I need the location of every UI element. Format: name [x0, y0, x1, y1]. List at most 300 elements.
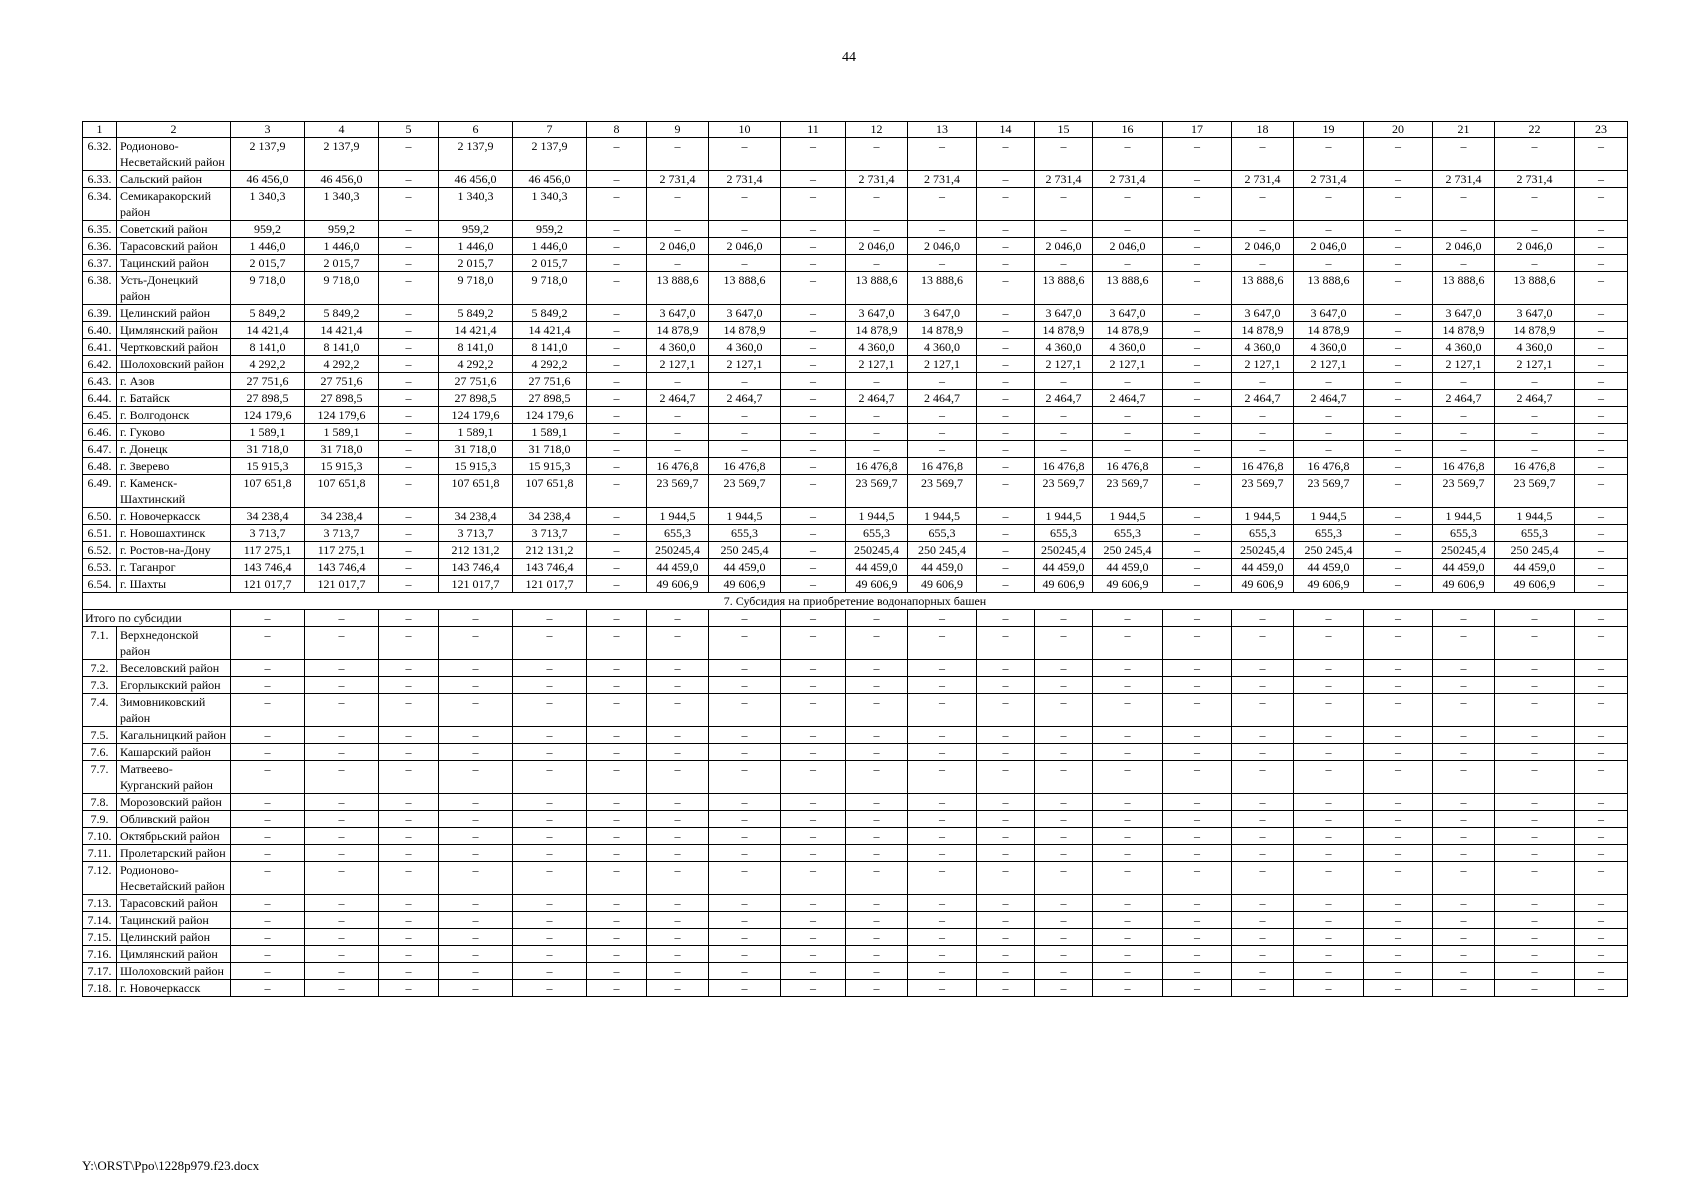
- section-total-label: Итого по субсидии: [83, 610, 231, 627]
- row-name-cell: Родионово-Несветайский район: [117, 862, 231, 895]
- value-cell: –: [977, 895, 1035, 912]
- value-cell: –: [1232, 727, 1294, 744]
- value-cell: 23 569,7: [908, 475, 977, 508]
- value-cell: –: [1232, 929, 1294, 946]
- value-cell: –: [379, 694, 439, 727]
- value-cell: –: [647, 811, 709, 828]
- value-cell: –: [1364, 188, 1433, 221]
- value-cell: –: [379, 238, 439, 255]
- value-cell: –: [587, 390, 647, 407]
- value-cell: 9 718,0: [305, 272, 379, 305]
- value-cell: –: [513, 660, 587, 677]
- value-cell: –: [1163, 322, 1232, 339]
- table-row: [83, 980, 1628, 997]
- value-cell: –: [1232, 744, 1294, 761]
- value-cell: –: [231, 963, 305, 980]
- value-cell: –: [439, 946, 513, 963]
- value-cell: 1 340,3: [231, 188, 305, 221]
- value-cell: –: [513, 761, 587, 794]
- value-cell: 16 476,8: [1093, 458, 1163, 475]
- value-cell: 107 651,8: [513, 475, 587, 508]
- value-cell: –: [977, 356, 1035, 373]
- value-cell: 124 179,6: [231, 407, 305, 424]
- table-row: [83, 576, 1628, 593]
- row-name-cell: Советский район: [117, 221, 231, 238]
- value-cell: 2 464,7: [709, 390, 781, 407]
- value-cell: –: [513, 627, 587, 660]
- value-cell: –: [1163, 794, 1232, 811]
- value-cell: –: [439, 694, 513, 727]
- value-cell: –: [1364, 727, 1433, 744]
- value-cell: –: [587, 727, 647, 744]
- value-cell: 250245,4: [1232, 542, 1294, 559]
- row-name-cell: Тацинский район: [117, 912, 231, 929]
- value-cell: –: [1433, 694, 1495, 727]
- value-cell: –: [1163, 761, 1232, 794]
- value-cell: 23 569,7: [709, 475, 781, 508]
- value-cell: –: [1433, 811, 1495, 828]
- value-cell: –: [846, 761, 908, 794]
- column-number-cell: 17: [1163, 122, 1232, 138]
- value-cell: –: [1575, 828, 1628, 845]
- table-row: [83, 508, 1628, 525]
- value-cell: –: [439, 660, 513, 677]
- value-cell: –: [1433, 946, 1495, 963]
- value-cell: –: [379, 794, 439, 811]
- value-cell: –: [1364, 508, 1433, 525]
- row-name-cell: Семикаракорский район: [117, 188, 231, 221]
- value-cell: –: [513, 828, 587, 845]
- row-index-cell: 7.10.: [83, 828, 117, 845]
- value-cell: 14 878,9: [1232, 322, 1294, 339]
- value-cell: 44 459,0: [1495, 559, 1575, 576]
- value-cell: –: [977, 660, 1035, 677]
- value-cell: –: [1035, 980, 1093, 997]
- value-cell: –: [781, 980, 846, 997]
- value-cell: –: [1294, 610, 1364, 627]
- value-cell: –: [1163, 610, 1232, 627]
- value-cell: –: [587, 559, 647, 576]
- value-cell: –: [379, 441, 439, 458]
- table-row: [83, 542, 1628, 559]
- row-index-cell: 6.51.: [83, 525, 117, 542]
- row-name-cell: г. Новочеркасск: [117, 508, 231, 525]
- value-cell: 2 464,7: [1294, 390, 1364, 407]
- value-cell: –: [1575, 138, 1628, 171]
- column-number-cell: 7: [513, 122, 587, 138]
- value-cell: 13 888,6: [1294, 272, 1364, 305]
- value-cell: 2 731,4: [1232, 171, 1294, 188]
- value-cell: 655,3: [1433, 525, 1495, 542]
- value-cell: –: [1093, 694, 1163, 727]
- value-cell: –: [1232, 895, 1294, 912]
- value-cell: –: [709, 794, 781, 811]
- table-row: [83, 390, 1628, 407]
- value-cell: –: [1364, 238, 1433, 255]
- value-cell: 3 647,0: [1035, 305, 1093, 322]
- value-cell: 2 731,4: [846, 171, 908, 188]
- value-cell: –: [977, 339, 1035, 356]
- value-cell: 2 046,0: [1093, 238, 1163, 255]
- value-cell: –: [231, 929, 305, 946]
- value-cell: –: [1232, 845, 1294, 862]
- value-cell: –: [1575, 727, 1628, 744]
- value-cell: –: [709, 946, 781, 963]
- row-index-cell: 7.9.: [83, 811, 117, 828]
- value-cell: –: [977, 946, 1035, 963]
- row-name-cell: Обливский район: [117, 811, 231, 828]
- value-cell: –: [1575, 929, 1628, 946]
- value-cell: –: [977, 610, 1035, 627]
- value-cell: –: [1495, 744, 1575, 761]
- value-cell: –: [647, 610, 709, 627]
- value-cell: 1 340,3: [513, 188, 587, 221]
- value-cell: 31 718,0: [439, 441, 513, 458]
- value-cell: –: [1294, 811, 1364, 828]
- value-cell: 16 476,8: [1294, 458, 1364, 475]
- value-cell: –: [587, 424, 647, 441]
- value-cell: –: [1093, 255, 1163, 272]
- value-cell: –: [781, 727, 846, 744]
- value-cell: –: [1433, 727, 1495, 744]
- value-cell: –: [846, 188, 908, 221]
- value-cell: –: [231, 727, 305, 744]
- value-cell: 14 878,9: [1294, 322, 1364, 339]
- value-cell: –: [1035, 660, 1093, 677]
- value-cell: –: [846, 660, 908, 677]
- value-cell: –: [1163, 963, 1232, 980]
- value-cell: 9 718,0: [231, 272, 305, 305]
- value-cell: 16 476,8: [846, 458, 908, 475]
- value-cell: –: [1575, 171, 1628, 188]
- value-cell: 959,2: [305, 221, 379, 238]
- value-cell: –: [439, 980, 513, 997]
- value-cell: –: [781, 441, 846, 458]
- value-cell: –: [1035, 188, 1093, 221]
- value-cell: –: [439, 727, 513, 744]
- value-cell: –: [781, 794, 846, 811]
- value-cell: –: [1294, 963, 1364, 980]
- value-cell: –: [305, 660, 379, 677]
- value-cell: –: [305, 694, 379, 727]
- value-cell: –: [908, 912, 977, 929]
- row-name-cell: г. Азов: [117, 373, 231, 390]
- row-index-cell: 7.6.: [83, 744, 117, 761]
- value-cell: 250245,4: [647, 542, 709, 559]
- value-cell: –: [846, 138, 908, 171]
- value-cell: –: [1294, 373, 1364, 390]
- row-index-cell: 7.2.: [83, 660, 117, 677]
- value-cell: –: [1163, 912, 1232, 929]
- row-index-cell: 6.43.: [83, 373, 117, 390]
- value-cell: –: [587, 171, 647, 188]
- value-cell: –: [439, 677, 513, 694]
- value-cell: –: [709, 188, 781, 221]
- value-cell: 4 360,0: [846, 339, 908, 356]
- value-cell: –: [1364, 744, 1433, 761]
- value-cell: –: [305, 727, 379, 744]
- value-cell: –: [1093, 188, 1163, 221]
- value-cell: –: [709, 677, 781, 694]
- value-cell: 655,3: [908, 525, 977, 542]
- value-cell: –: [709, 862, 781, 895]
- value-cell: –: [781, 895, 846, 912]
- value-cell: –: [1495, 660, 1575, 677]
- value-cell: 27 898,5: [305, 390, 379, 407]
- value-cell: –: [977, 305, 1035, 322]
- value-cell: –: [1364, 576, 1433, 593]
- value-cell: 5 849,2: [439, 305, 513, 322]
- value-cell: –: [379, 980, 439, 997]
- value-cell: 124 179,6: [513, 407, 587, 424]
- value-cell: –: [908, 255, 977, 272]
- value-cell: –: [1433, 424, 1495, 441]
- value-cell: –: [1294, 138, 1364, 171]
- table-row: [83, 171, 1628, 188]
- value-cell: 2 464,7: [1495, 390, 1575, 407]
- value-cell: 2 731,4: [709, 171, 781, 188]
- value-cell: 16 476,8: [1433, 458, 1495, 475]
- value-cell: –: [379, 677, 439, 694]
- value-cell: –: [1035, 627, 1093, 660]
- value-cell: –: [513, 963, 587, 980]
- value-cell: –: [908, 963, 977, 980]
- value-cell: –: [439, 862, 513, 895]
- value-cell: –: [908, 424, 977, 441]
- value-cell: –: [1232, 963, 1294, 980]
- row-index-cell: 7.15.: [83, 929, 117, 946]
- value-cell: –: [1364, 963, 1433, 980]
- row-index-cell: 7.4.: [83, 694, 117, 727]
- value-cell: –: [1232, 610, 1294, 627]
- value-cell: 1 340,3: [439, 188, 513, 221]
- value-cell: 2 137,9: [439, 138, 513, 171]
- value-cell: –: [587, 610, 647, 627]
- table-row: [83, 221, 1628, 238]
- value-cell: –: [513, 980, 587, 997]
- value-cell: –: [231, 660, 305, 677]
- row-index-cell: 7.16.: [83, 946, 117, 963]
- value-cell: –: [1575, 694, 1628, 727]
- value-cell: 1 944,5: [1232, 508, 1294, 525]
- value-cell: –: [1232, 811, 1294, 828]
- value-cell: –: [1232, 407, 1294, 424]
- value-cell: –: [439, 610, 513, 627]
- column-number-cell: 2: [117, 122, 231, 138]
- value-cell: –: [1495, 980, 1575, 997]
- value-cell: 250245,4: [846, 542, 908, 559]
- value-cell: –: [379, 356, 439, 373]
- value-cell: 2 137,9: [513, 138, 587, 171]
- value-cell: –: [977, 508, 1035, 525]
- value-cell: –: [1232, 980, 1294, 997]
- value-cell: 27 751,6: [513, 373, 587, 390]
- value-cell: 14 421,4: [513, 322, 587, 339]
- value-cell: –: [1163, 811, 1232, 828]
- value-cell: 8 141,0: [305, 339, 379, 356]
- table-row: [83, 845, 1628, 862]
- value-cell: –: [781, 138, 846, 171]
- value-cell: 14 878,9: [647, 322, 709, 339]
- row-index-cell: 6.48.: [83, 458, 117, 475]
- value-cell: –: [1093, 828, 1163, 845]
- value-cell: 4 360,0: [647, 339, 709, 356]
- value-cell: –: [587, 929, 647, 946]
- value-cell: –: [1232, 373, 1294, 390]
- value-cell: –: [1163, 373, 1232, 390]
- value-cell: –: [1163, 272, 1232, 305]
- value-cell: 13 888,6: [1433, 272, 1495, 305]
- value-cell: –: [1163, 221, 1232, 238]
- value-cell: 4 360,0: [908, 339, 977, 356]
- value-cell: –: [1495, 895, 1575, 912]
- value-cell: 121 017,7: [305, 576, 379, 593]
- value-cell: –: [1495, 811, 1575, 828]
- value-cell: –: [977, 559, 1035, 576]
- value-cell: 2 731,4: [1294, 171, 1364, 188]
- file-path-footer: Y:\ORST\Ppo\1228p979.f23.docx: [82, 1158, 260, 1173]
- row-index-cell: 6.45.: [83, 407, 117, 424]
- value-cell: –: [1433, 627, 1495, 660]
- value-cell: –: [1163, 542, 1232, 559]
- value-cell: –: [1575, 221, 1628, 238]
- value-cell: –: [1575, 610, 1628, 627]
- value-cell: –: [1035, 929, 1093, 946]
- row-name-cell: г. Новочеркасск: [117, 980, 231, 997]
- value-cell: –: [846, 794, 908, 811]
- column-number-cell: 10: [709, 122, 781, 138]
- value-cell: –: [1093, 441, 1163, 458]
- value-cell: –: [647, 963, 709, 980]
- value-cell: 34 238,4: [231, 508, 305, 525]
- value-cell: –: [709, 138, 781, 171]
- value-cell: –: [977, 828, 1035, 845]
- value-cell: –: [647, 862, 709, 895]
- value-cell: 44 459,0: [1093, 559, 1163, 576]
- value-cell: –: [439, 963, 513, 980]
- value-cell: 49 606,9: [1093, 576, 1163, 593]
- value-cell: –: [587, 458, 647, 475]
- value-cell: –: [977, 255, 1035, 272]
- value-cell: 655,3: [1035, 525, 1093, 542]
- value-cell: 655,3: [846, 525, 908, 542]
- value-cell: –: [305, 794, 379, 811]
- column-number-cell: 20: [1364, 122, 1433, 138]
- value-cell: –: [1575, 272, 1628, 305]
- value-cell: 49 606,9: [647, 576, 709, 593]
- value-cell: –: [977, 980, 1035, 997]
- value-cell: –: [1035, 677, 1093, 694]
- value-cell: –: [1433, 677, 1495, 694]
- value-cell: –: [1163, 356, 1232, 373]
- value-cell: 2 137,9: [305, 138, 379, 171]
- value-cell: –: [379, 576, 439, 593]
- value-cell: –: [439, 912, 513, 929]
- value-cell: 4 360,0: [1232, 339, 1294, 356]
- value-cell: 27 751,6: [231, 373, 305, 390]
- row-name-cell: Цимлянский район: [117, 322, 231, 339]
- value-cell: –: [1294, 761, 1364, 794]
- value-cell: –: [1093, 610, 1163, 627]
- value-cell: 2 015,7: [513, 255, 587, 272]
- value-cell: –: [379, 322, 439, 339]
- value-cell: –: [1163, 424, 1232, 441]
- column-number-cell: 9: [647, 122, 709, 138]
- value-cell: –: [1575, 475, 1628, 508]
- value-cell: –: [709, 610, 781, 627]
- value-cell: –: [846, 441, 908, 458]
- value-cell: 49 606,9: [1433, 576, 1495, 593]
- value-cell: –: [846, 727, 908, 744]
- column-number-cell: 8: [587, 122, 647, 138]
- value-cell: –: [513, 694, 587, 727]
- value-cell: –: [439, 794, 513, 811]
- value-cell: –: [781, 627, 846, 660]
- value-cell: –: [781, 458, 846, 475]
- value-cell: –: [1433, 441, 1495, 458]
- value-cell: 27 751,6: [439, 373, 513, 390]
- value-cell: 250245,4: [1035, 542, 1093, 559]
- value-cell: –: [1575, 424, 1628, 441]
- value-cell: –: [1294, 694, 1364, 727]
- value-cell: –: [1364, 542, 1433, 559]
- value-cell: –: [647, 255, 709, 272]
- value-cell: –: [379, 390, 439, 407]
- value-cell: –: [1433, 895, 1495, 912]
- value-cell: –: [1495, 794, 1575, 811]
- value-cell: –: [587, 138, 647, 171]
- column-number-cell: 13: [908, 122, 977, 138]
- value-cell: 2 015,7: [231, 255, 305, 272]
- value-cell: –: [647, 441, 709, 458]
- row-name-cell: Целинский район: [117, 929, 231, 946]
- value-cell: –: [1163, 407, 1232, 424]
- value-cell: –: [709, 373, 781, 390]
- value-cell: –: [1495, 845, 1575, 862]
- value-cell: –: [781, 305, 846, 322]
- value-cell: –: [1433, 929, 1495, 946]
- value-cell: –: [231, 694, 305, 727]
- value-cell: 31 718,0: [305, 441, 379, 458]
- table-row: [83, 895, 1628, 912]
- value-cell: –: [1575, 188, 1628, 221]
- section-title-row: [83, 593, 1628, 610]
- value-cell: –: [1294, 794, 1364, 811]
- table-row: [83, 138, 1628, 171]
- value-cell: –: [781, 407, 846, 424]
- value-cell: –: [587, 694, 647, 727]
- value-cell: –: [846, 828, 908, 845]
- row-index-cell: 6.42.: [83, 356, 117, 373]
- value-cell: –: [587, 811, 647, 828]
- page-number: 44: [842, 50, 856, 65]
- value-cell: –: [977, 929, 1035, 946]
- value-cell: 143 746,4: [439, 559, 513, 576]
- value-cell: –: [846, 221, 908, 238]
- value-cell: –: [781, 744, 846, 761]
- value-cell: 250245,4: [1433, 542, 1495, 559]
- value-cell: –: [379, 272, 439, 305]
- value-cell: –: [647, 138, 709, 171]
- value-cell: 1 944,5: [1294, 508, 1364, 525]
- value-cell: –: [709, 255, 781, 272]
- table-row: [83, 811, 1628, 828]
- value-cell: –: [1294, 188, 1364, 221]
- value-cell: –: [1163, 677, 1232, 694]
- value-cell: –: [1575, 862, 1628, 895]
- value-cell: 1 446,0: [439, 238, 513, 255]
- value-cell: –: [709, 441, 781, 458]
